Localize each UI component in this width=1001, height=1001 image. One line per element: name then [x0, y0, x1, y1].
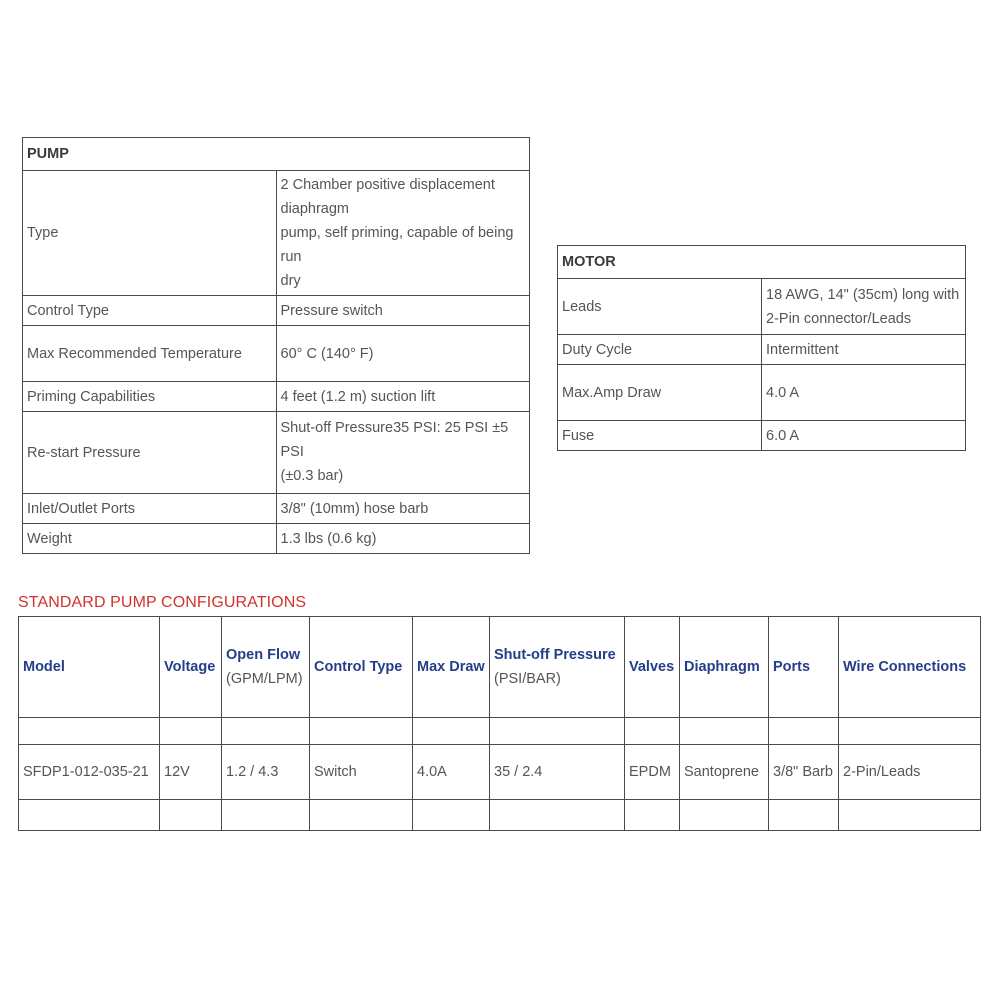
col-header-valves: Valves	[625, 617, 680, 718]
priming-label: Priming Capabilities	[23, 382, 277, 412]
restart-pressure-value: Shut-off Pressure35 PSI: 25 PSI ±5 PSI (±0.3 bar)	[276, 412, 530, 494]
restart-pressure-label: Re-start Pressure	[23, 412, 277, 494]
table-row	[558, 335, 966, 365]
cell-voltage: 12V	[160, 745, 222, 800]
priming-value: 4 feet (1.2 m) suction lift	[276, 382, 530, 412]
cell-max-draw: 4.0A	[413, 745, 490, 800]
motor-table-title: MOTOR	[558, 246, 966, 279]
spacer-row	[19, 718, 981, 745]
fuse-label: Fuse	[558, 421, 762, 451]
table-row	[23, 524, 530, 554]
configurations-table	[18, 616, 981, 831]
cell-diaphragm: Santoprene	[680, 745, 769, 800]
pump-type-label: Type	[23, 171, 277, 296]
col-header-ports: Ports	[769, 617, 839, 718]
max-temperature-label: Max Recommended Temperature	[23, 326, 277, 382]
table-row	[23, 494, 530, 524]
pump-spec-table	[22, 137, 530, 554]
col-header-control-type: Control Type	[310, 617, 413, 718]
pump-type-value: 2 Chamber positive displacement diaphragm pump, self priming, capable of being run dry	[276, 171, 530, 296]
weight-label: Weight	[23, 524, 277, 554]
col-header-voltage: Voltage	[160, 617, 222, 718]
motor-spec-table	[557, 245, 966, 451]
spacer-row	[19, 800, 981, 831]
weight-value: 1.3 lbs (0.6 kg)	[276, 524, 530, 554]
cell-wire-connections: 2-Pin/Leads	[839, 745, 981, 800]
col-header-model: Model	[19, 617, 160, 718]
max-amp-value: 4.0 A	[762, 365, 966, 421]
duty-cycle-value: Intermittent	[762, 335, 966, 365]
table-row	[23, 171, 530, 296]
col-header-open-flow: Open Flow (GPM/LPM)	[222, 617, 310, 718]
cell-valves: EPDM	[625, 745, 680, 800]
cell-model: SFDP1-012-035-21	[19, 745, 160, 800]
table-row	[23, 382, 530, 412]
table-row	[558, 365, 966, 421]
col-header-max-draw: Max Draw	[413, 617, 490, 718]
col-header-shutoff-pressure: Shut-off Pressure (PSI/BAR)	[490, 617, 625, 718]
cell-control-type: Switch	[310, 745, 413, 800]
table-row	[558, 279, 966, 335]
control-type-value: Pressure switch	[276, 296, 530, 326]
table-row	[23, 296, 530, 326]
ports-value: 3/8" (10mm) hose barb	[276, 494, 530, 524]
table-row	[23, 326, 530, 382]
cell-ports: 3/8" Barb	[769, 745, 839, 800]
control-type-label: Control Type	[23, 296, 277, 326]
col-header-diaphragm: Diaphragm	[680, 617, 769, 718]
col-header-wire-connections: Wire Connections	[839, 617, 981, 718]
table-row	[19, 745, 981, 800]
leads-label: Leads	[558, 279, 762, 335]
duty-cycle-label: Duty Cycle	[558, 335, 762, 365]
table-row	[23, 412, 530, 494]
header-row	[19, 617, 981, 718]
cell-shutoff-pressure: 35 / 2.4	[490, 745, 625, 800]
ports-label: Inlet/Outlet Ports	[23, 494, 277, 524]
max-amp-label: Max.Amp Draw	[558, 365, 762, 421]
pump-table-title: PUMP	[23, 138, 530, 171]
max-temperature-value: 60° C (140° F)	[276, 326, 530, 382]
fuse-value: 6.0 A	[762, 421, 966, 451]
leads-value: 18 AWG, 14" (35cm) long with 2-Pin connector/Leads	[762, 279, 966, 335]
configurations-title: STANDARD PUMP CONFIGURATIONS	[18, 594, 307, 611]
cell-open-flow: 1.2 / 4.3	[222, 745, 310, 800]
table-row	[558, 421, 966, 451]
